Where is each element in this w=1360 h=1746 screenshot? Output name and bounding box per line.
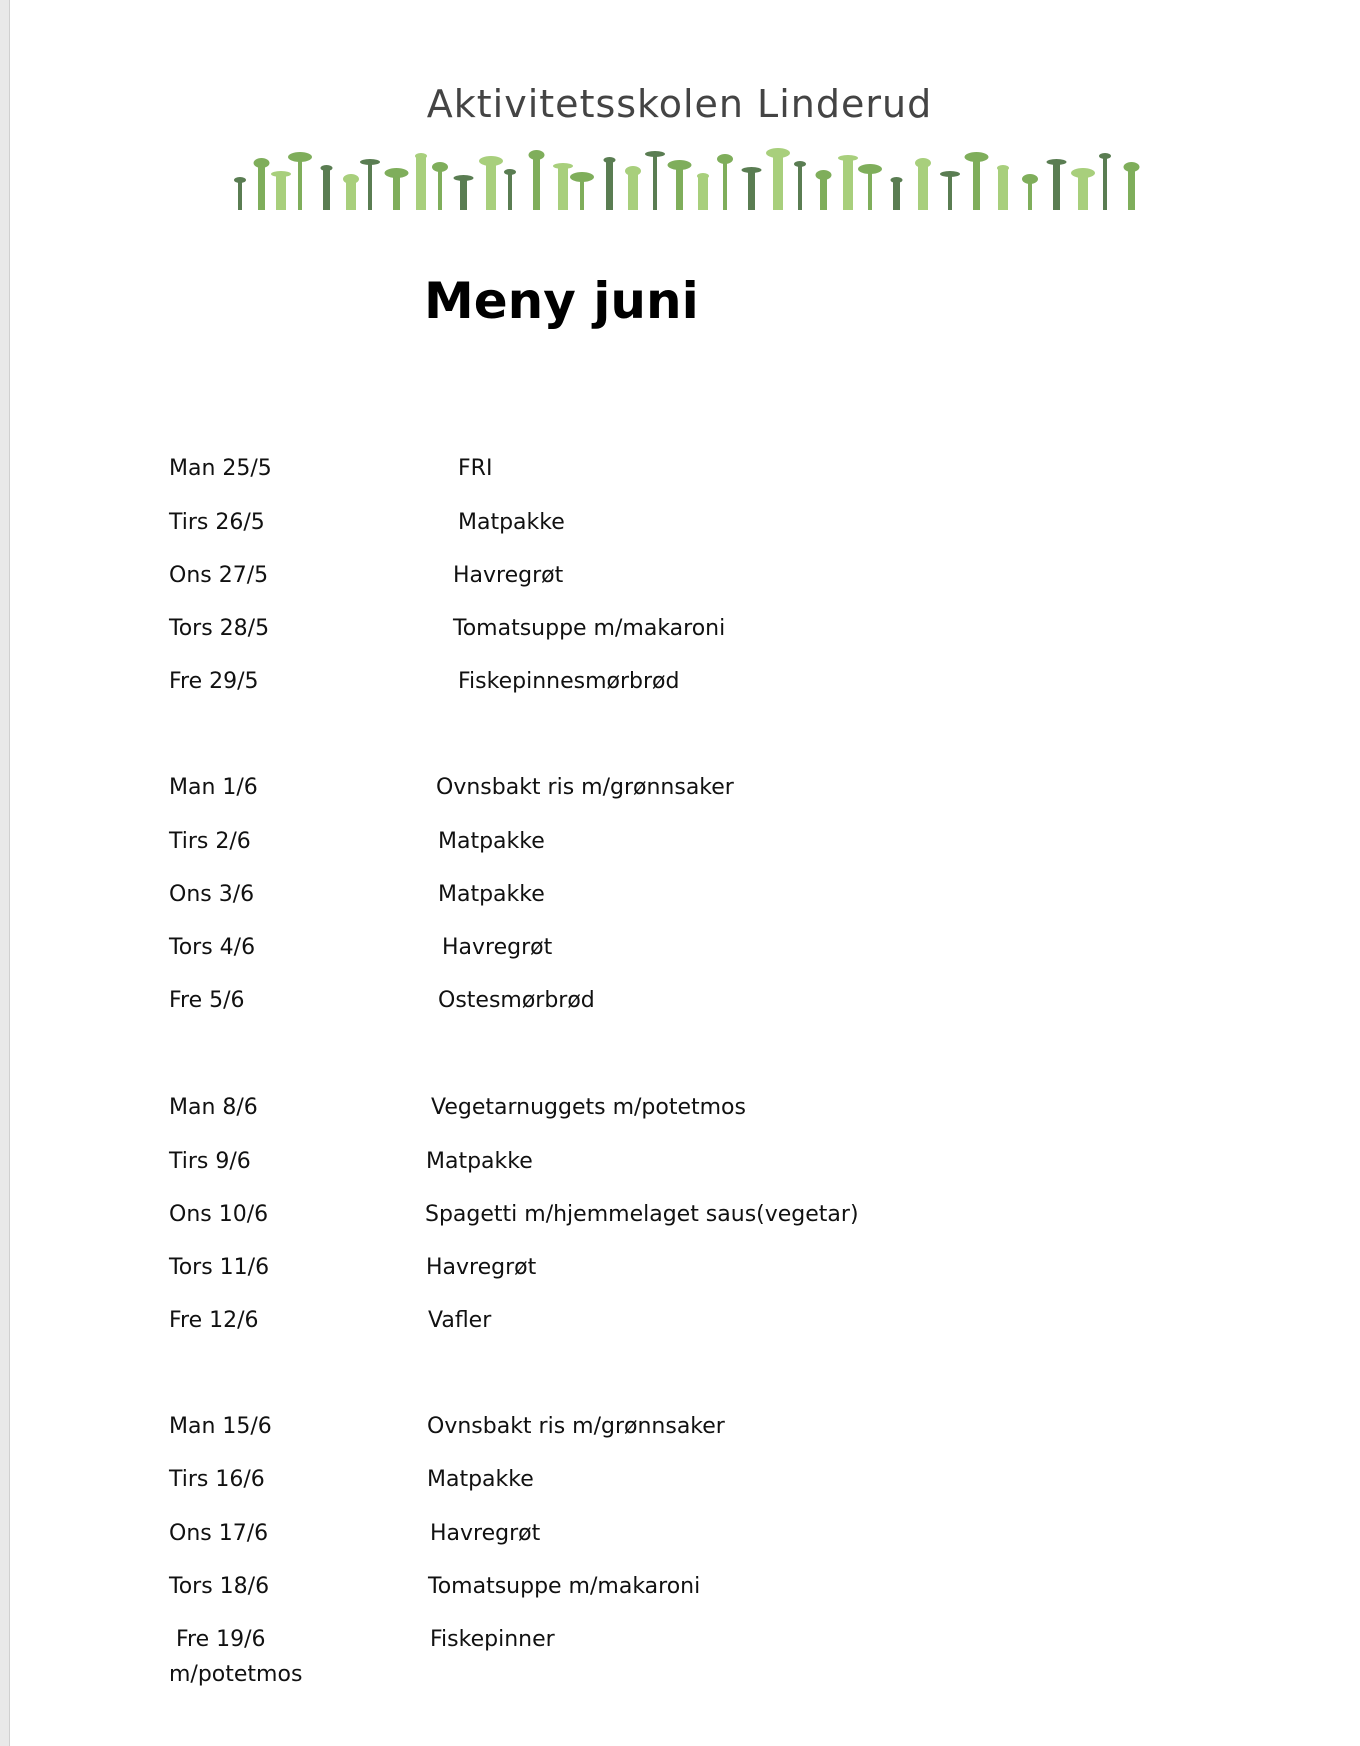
day-label: Fre 19/6	[169, 1627, 266, 1652]
document-page	[9, 0, 1360, 1746]
dish-label: Havregrøt	[430, 1521, 541, 1546]
day-continuation-label: m/potetmos	[169, 1662, 303, 1687]
decorative-banner-image	[228, 140, 1153, 210]
dish-label: FRI	[458, 456, 493, 481]
dish-label: Tomatsuppe m/makaroni	[428, 1574, 701, 1599]
day-label: Ons 3/6	[169, 882, 255, 907]
day-label: Tors 28/5	[169, 616, 270, 641]
dish-label: Ovnsbakt ris m/grønnsaker	[436, 775, 734, 800]
dish-label: Matpakke	[438, 882, 545, 907]
day-label: Ons 27/5	[169, 563, 269, 588]
dish-label: Matpakke	[458, 510, 565, 535]
day-label: Tors 4/6	[169, 935, 256, 960]
page-title: Meny juni	[424, 272, 699, 330]
day-label: Tirs 26/5	[169, 510, 265, 535]
dish-label: Spagetti m/hjemmelaget saus(vegetar)	[425, 1202, 859, 1227]
day-label: Man 15/6	[169, 1414, 272, 1439]
dish-label: Havregrøt	[453, 563, 564, 588]
dish-label: Matpakke	[427, 1467, 534, 1492]
day-label: Man 8/6	[169, 1095, 258, 1120]
day-label: Tors 11/6	[169, 1255, 270, 1280]
day-label: Tors 18/6	[169, 1574, 270, 1599]
day-label: Fre 5/6	[169, 988, 245, 1013]
day-label: Ons 10/6	[169, 1202, 269, 1227]
day-label: Fre 12/6	[169, 1308, 259, 1333]
day-label: Fre 29/5	[169, 669, 259, 694]
dish-label: Matpakke	[438, 829, 545, 854]
day-label: Ons 17/6	[169, 1521, 269, 1546]
dish-label: Fiskepinner	[430, 1627, 555, 1652]
dish-label: Fiskepinnesmørbrød	[458, 669, 680, 694]
day-label: Tirs 2/6	[169, 829, 251, 854]
dish-label: Havregrøt	[442, 935, 553, 960]
day-label: Man 1/6	[169, 775, 258, 800]
day-label: Man 25/5	[169, 456, 272, 481]
day-label: Tirs 16/6	[169, 1467, 265, 1492]
dish-label: Matpakke	[426, 1149, 533, 1174]
dish-label: Tomatsuppe m/makaroni	[453, 616, 726, 641]
dish-label: Ostesmørbrød	[438, 988, 595, 1013]
school-name: Aktivitetsskolen Linderud	[426, 82, 933, 126]
dish-label: Vegetarnuggets m/potetmos	[431, 1095, 746, 1120]
dish-label: Ovnsbakt ris m/grønnsaker	[427, 1414, 725, 1439]
dish-label: Havregrøt	[426, 1255, 537, 1280]
dish-label: Vafler	[428, 1308, 492, 1333]
day-label: Tirs 9/6	[169, 1149, 251, 1174]
